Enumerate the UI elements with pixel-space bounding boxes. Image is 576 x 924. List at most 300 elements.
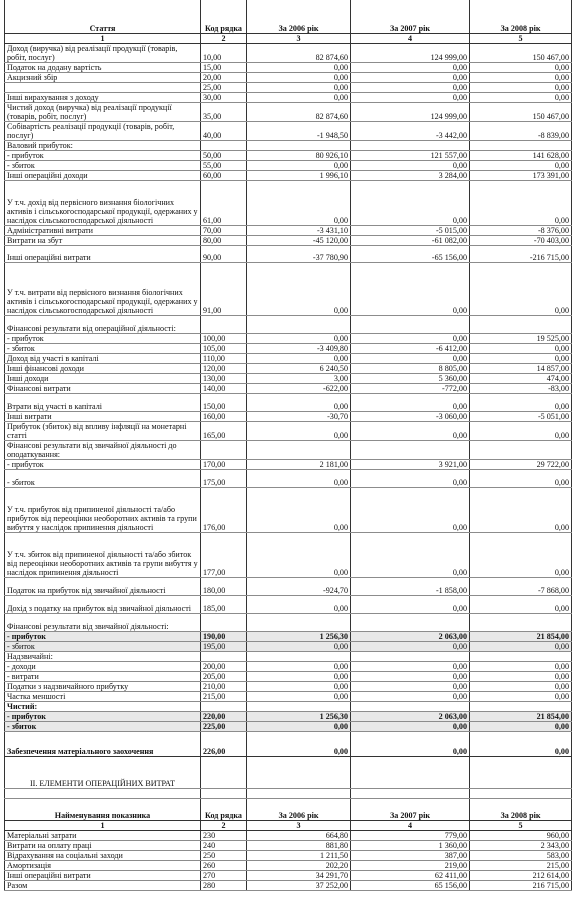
table-row — [5, 383, 572, 393]
row-label: Надзвичайні: — [5, 651, 201, 661]
table-row — [5, 840, 572, 850]
table-row — [5, 353, 572, 363]
row-code: 250 — [201, 850, 247, 860]
row-code: 105,00 — [201, 343, 247, 353]
row-code: 177,00 — [201, 532, 247, 577]
column-index: 5 — [470, 820, 572, 830]
value-2008: 0,00 — [470, 487, 572, 532]
value-2008: 215,00 — [470, 860, 572, 870]
value-2007: 0,00 — [351, 469, 470, 487]
value-2008: -5 051,00 — [470, 411, 572, 421]
value-2006: 0,00 — [247, 393, 351, 411]
value-2008: 2 343,00 — [470, 840, 572, 850]
table-row — [5, 577, 572, 595]
value-2006: 1 996,10 — [247, 170, 351, 180]
column-index: 5 — [470, 33, 572, 43]
value-2008: 0,00 — [470, 393, 572, 411]
row-code: 60,00 — [201, 170, 247, 180]
table-row — [5, 661, 572, 671]
column-index-row — [5, 820, 572, 830]
row-code: 280 — [201, 880, 247, 890]
value-2006: 0,00 — [247, 262, 351, 315]
row-code: 20,00 — [201, 72, 247, 82]
row-code: 50,00 — [201, 150, 247, 160]
value-2006: 0,00 — [247, 82, 351, 92]
row-label: Фінансові результати від операційної діяльності: — [5, 315, 201, 333]
column-index: 2 — [201, 33, 247, 43]
operating-expenses-table — [4, 799, 572, 891]
row-label: У т.ч. дохід від первісного визнання біологічних активів і сільськогосподарської продукції, одержаних у наслідок сільськогосподарської діяльності — [5, 180, 201, 225]
table-row — [5, 631, 572, 641]
value-2008 — [470, 613, 572, 631]
row-code: 176,00 — [201, 487, 247, 532]
row-code: 55,00 — [201, 160, 247, 170]
table-row — [5, 701, 572, 711]
value-2008: 0,00 — [470, 532, 572, 577]
table-row — [5, 121, 572, 140]
row-code — [201, 440, 247, 459]
col-header-indicator: Найменування показника — [5, 799, 201, 820]
value-2006: 6 240,50 — [247, 363, 351, 373]
row-label: Інші вирахування з доходу — [5, 92, 201, 102]
row-label: Фінансові результати від звичайної діяльності до оподаткування: — [5, 440, 201, 459]
row-code: 175,00 — [201, 469, 247, 487]
table-row — [5, 651, 572, 661]
row-label: Інші операційні витрати — [5, 245, 201, 262]
value-2008 — [470, 140, 572, 150]
value-2006: 0,00 — [247, 469, 351, 487]
col-header-2007: За 2007 рік — [351, 0, 470, 33]
value-2007: -3 060,00 — [351, 411, 470, 421]
row-code — [201, 701, 247, 711]
value-2006 — [247, 613, 351, 631]
income-statement-table — [4, 0, 572, 757]
table-row — [5, 731, 572, 756]
value-2006: 0,00 — [247, 721, 351, 731]
value-2006: 0,00 — [247, 92, 351, 102]
value-2006 — [247, 440, 351, 459]
value-2006: -45 120,00 — [247, 235, 351, 245]
table-row — [5, 711, 572, 721]
row-code: 10,00 — [201, 43, 247, 62]
value-2007: 8 805,00 — [351, 363, 470, 373]
value-2006: -924,70 — [247, 577, 351, 595]
row-code: 40,00 — [201, 121, 247, 140]
row-code: 110,00 — [201, 353, 247, 363]
row-code: 205,00 — [201, 671, 247, 681]
value-2006: 664,80 — [247, 830, 351, 840]
value-2006: 34 291,70 — [247, 870, 351, 880]
table-row — [5, 870, 572, 880]
value-2007: 0,00 — [351, 393, 470, 411]
value-2007 — [351, 651, 470, 661]
row-code: 80,00 — [201, 235, 247, 245]
row-label: Податок на прибуток від звичайної діяльності — [5, 577, 201, 595]
table-row — [5, 691, 572, 701]
table-row — [5, 43, 572, 62]
value-2007: -1 858,00 — [351, 577, 470, 595]
col-header-2008: За 2008 рік — [470, 0, 572, 33]
col-header-code: Код рядка — [201, 0, 247, 33]
value-2006: 82 874,60 — [247, 102, 351, 121]
row-label: Доход від участі в капіталі — [5, 353, 201, 363]
row-label: - збиток — [5, 721, 201, 731]
value-2006: 0,00 — [247, 641, 351, 651]
row-code: 35,00 — [201, 102, 247, 121]
value-2006: 202,20 — [247, 860, 351, 870]
value-2008: 19 525,00 — [470, 333, 572, 343]
value-2006: -37 780,90 — [247, 245, 351, 262]
column-index: 1 — [5, 33, 201, 43]
row-label: Інші фінансові доходи — [5, 363, 201, 373]
column-index: 4 — [351, 33, 470, 43]
value-2008: 0,00 — [470, 595, 572, 613]
value-2008 — [470, 651, 572, 661]
value-2008: 0,00 — [470, 731, 572, 756]
value-2006: 0,00 — [247, 532, 351, 577]
value-2007: 0,00 — [351, 532, 470, 577]
value-2008: 212 614,00 — [470, 870, 572, 880]
table-row — [5, 721, 572, 731]
row-label: - збиток — [5, 160, 201, 170]
value-2006: 82 874,60 — [247, 43, 351, 62]
value-2006: 0,00 — [247, 595, 351, 613]
row-label: Адміністративні витрати — [5, 225, 201, 235]
table-row — [5, 170, 572, 180]
value-2008: 0,00 — [470, 421, 572, 440]
value-2007: 0,00 — [351, 671, 470, 681]
table-row — [5, 82, 572, 92]
table-row — [5, 681, 572, 691]
table-row — [5, 92, 572, 102]
column-index: 3 — [247, 820, 351, 830]
table-row — [5, 830, 572, 840]
value-2008: -70 403,00 — [470, 235, 572, 245]
value-2007 — [351, 440, 470, 459]
table-row — [5, 860, 572, 870]
value-2008: 21 854,00 — [470, 711, 572, 721]
table-row — [5, 411, 572, 421]
value-2007: 779,00 — [351, 830, 470, 840]
value-2008 — [470, 701, 572, 711]
row-code: 260 — [201, 860, 247, 870]
value-2006: 0,00 — [247, 72, 351, 82]
value-2008: -83,00 — [470, 383, 572, 393]
row-code: 220,00 — [201, 711, 247, 721]
table-row — [5, 532, 572, 577]
row-label: Частка меншості — [5, 691, 201, 701]
value-2007: -6 412,00 — [351, 343, 470, 353]
col-header-2006: За 2006 рік — [247, 0, 351, 33]
value-2008: 21 854,00 — [470, 631, 572, 641]
value-2007: 2 063,00 — [351, 711, 470, 721]
row-code: 215,00 — [201, 691, 247, 701]
row-label: Інші витрати — [5, 411, 201, 421]
row-label: Доход (виручка) від реалізації продукції (товарів, робіт, послуг) — [5, 43, 201, 62]
table-row — [5, 469, 572, 487]
value-2006: 0,00 — [247, 487, 351, 532]
value-2008: -8 376,00 — [470, 225, 572, 235]
row-code: 140,00 — [201, 383, 247, 393]
value-2007: -61 082,00 — [351, 235, 470, 245]
row-code: 240 — [201, 840, 247, 850]
value-2006: 0,00 — [247, 333, 351, 343]
value-2008: -8 839,00 — [470, 121, 572, 140]
column-index-row — [5, 33, 572, 43]
value-2007: 65 156,00 — [351, 880, 470, 890]
row-code: 160,00 — [201, 411, 247, 421]
table-row — [5, 140, 572, 150]
value-2008: 0,00 — [470, 343, 572, 353]
row-label: Фінансові витрати — [5, 383, 201, 393]
value-2007: 3 921,00 — [351, 459, 470, 469]
value-2007: 0,00 — [351, 641, 470, 651]
value-2008: 0,00 — [470, 691, 572, 701]
row-label: У т.ч. витрати від первісного визнання біологічних активів і сільськогосподарської продукції, одержаних у наслідок сільськогосподарської діяльності — [5, 262, 201, 315]
row-label: - прибуток — [5, 150, 201, 160]
col-header-2007: За 2007 рік — [351, 799, 470, 820]
value-2006: 1 256,30 — [247, 631, 351, 641]
row-label: - збиток — [5, 343, 201, 353]
table-row — [5, 245, 572, 262]
row-label: Разом — [5, 880, 201, 890]
value-2007: 0,00 — [351, 661, 470, 671]
value-2008: 583,00 — [470, 850, 572, 860]
row-code — [201, 651, 247, 661]
column-index: 2 — [201, 820, 247, 830]
row-code — [201, 613, 247, 631]
value-2008: 0,00 — [470, 469, 572, 487]
table-row — [5, 373, 572, 383]
value-2006 — [247, 140, 351, 150]
value-2006: -3 409,80 — [247, 343, 351, 353]
table-row — [5, 595, 572, 613]
value-2006: 1 256,30 — [247, 711, 351, 721]
row-label: Податки з надзвичайного прибутку — [5, 681, 201, 691]
row-label: Витрати на оплату праці — [5, 840, 201, 850]
value-2006: 0,00 — [247, 62, 351, 72]
value-2007: 62 411,00 — [351, 870, 470, 880]
table-row — [5, 315, 572, 333]
value-2008: -216 715,00 — [470, 245, 572, 262]
table-row — [5, 102, 572, 121]
value-2007: 124 999,00 — [351, 43, 470, 62]
value-2007: 124 999,00 — [351, 102, 470, 121]
value-2007: 219,00 — [351, 860, 470, 870]
value-2008 — [470, 440, 572, 459]
row-label: Інші операційні доходи — [5, 170, 201, 180]
value-2007: -3 442,00 — [351, 121, 470, 140]
value-2006 — [247, 651, 351, 661]
row-code: 61,00 — [201, 180, 247, 225]
value-2006: -1 948,50 — [247, 121, 351, 140]
value-2008: 216 715,00 — [470, 880, 572, 890]
row-code: 165,00 — [201, 421, 247, 440]
operating-expenses-body — [5, 799, 572, 890]
row-label: - витрати — [5, 671, 201, 681]
table-row — [5, 343, 572, 353]
row-label: - прибуток — [5, 711, 201, 721]
table-row — [5, 363, 572, 373]
row-code: 130,00 — [201, 373, 247, 383]
row-label: Інші операційні витрати — [5, 870, 201, 880]
row-code — [201, 140, 247, 150]
row-label: Фінансові результати від звичайної діяльності: — [5, 613, 201, 631]
table-row — [5, 262, 572, 315]
value-2006: 2 181,00 — [247, 459, 351, 469]
value-2007: 1 360,00 — [351, 840, 470, 850]
row-label: Акцизний збір — [5, 72, 201, 82]
value-2007: -5 015,00 — [351, 225, 470, 235]
table-row — [5, 440, 572, 459]
value-2006: 0,00 — [247, 681, 351, 691]
table-header-row — [5, 799, 572, 820]
row-label: У т.ч. збиток від припиненої діяльності та/або збиток від переоцінки необоротних активів та групи вибуття у наслідок припинення діяльності — [5, 532, 201, 577]
row-label: - збиток — [5, 469, 201, 487]
row-code: 170,00 — [201, 459, 247, 469]
value-2008: 150 467,00 — [470, 102, 572, 121]
table-row — [5, 72, 572, 82]
col-header-item: Стаття — [5, 0, 201, 33]
value-2006: 0,00 — [247, 671, 351, 681]
row-label: - прибуток — [5, 333, 201, 343]
value-2007: 0,00 — [351, 333, 470, 343]
table-row — [5, 880, 572, 890]
row-label: Чистий: — [5, 701, 201, 711]
column-index: 1 — [5, 820, 201, 830]
row-label: Собівартість реалізації продукції (товарів, робіт, послуг) — [5, 121, 201, 140]
value-2008: 0,00 — [470, 641, 572, 651]
value-2008: 960,00 — [470, 830, 572, 840]
value-2006: 0,00 — [247, 160, 351, 170]
value-2008: 0,00 — [470, 262, 572, 315]
table-row — [5, 180, 572, 225]
col-header-2008: За 2008 рік — [470, 799, 572, 820]
value-2008: 0,00 — [470, 721, 572, 731]
row-label: Інші доходи — [5, 373, 201, 383]
value-2008: 14 857,00 — [470, 363, 572, 373]
row-label: Прибуток (збиток) від впливу інфляції на монетарні статті — [5, 421, 201, 440]
value-2006: 0,00 — [247, 180, 351, 225]
value-2007 — [351, 140, 470, 150]
table-row — [5, 235, 572, 245]
value-2007: 2 063,00 — [351, 631, 470, 641]
row-label: Чистий доход (виручка) від реалізації продукції (товарів, робіт, послуг) — [5, 102, 201, 121]
value-2007: 387,00 — [351, 850, 470, 860]
value-2007: 0,00 — [351, 92, 470, 102]
value-2008: 141 628,00 — [470, 150, 572, 160]
row-code: 185,00 — [201, 595, 247, 613]
row-code: 70,00 — [201, 225, 247, 235]
value-2007: 3 284,00 — [351, 170, 470, 180]
row-label: Забезпечення матеріального заохочення — [5, 731, 201, 756]
value-2008: 0,00 — [470, 671, 572, 681]
section-title-table — [4, 757, 572, 800]
row-label — [5, 82, 201, 92]
value-2006: 3,00 — [247, 373, 351, 383]
value-2008: 0,00 — [470, 353, 572, 363]
row-label: У т.ч. прибуток від припиненої діяльності та/або прибуток від переоцінки необоротних активів та групи вибуття у наслідок припинення діяльності — [5, 487, 201, 532]
value-2008: -7 868,00 — [470, 577, 572, 595]
table-row — [5, 421, 572, 440]
value-2007: 0,00 — [351, 180, 470, 225]
value-2006: 1 211,50 — [247, 850, 351, 860]
row-code: 180,00 — [201, 577, 247, 595]
value-2007: 0,00 — [351, 82, 470, 92]
value-2007 — [351, 315, 470, 333]
value-2007: 0,00 — [351, 731, 470, 756]
table-row — [5, 225, 572, 235]
spacer-row — [5, 789, 572, 799]
col-header-2006: За 2006 рік — [247, 799, 351, 820]
value-2007: 0,00 — [351, 595, 470, 613]
row-code: 25,00 — [201, 82, 247, 92]
row-code: 200,00 — [201, 661, 247, 671]
value-2007: 0,00 — [351, 681, 470, 691]
table-row — [5, 487, 572, 532]
table-row — [5, 850, 572, 860]
value-2007: 0,00 — [351, 72, 470, 82]
value-2006: 37 252,00 — [247, 880, 351, 890]
value-2007: 121 557,00 — [351, 150, 470, 160]
value-2006: -3 431,10 — [247, 225, 351, 235]
value-2008: 0,00 — [470, 82, 572, 92]
value-2008: 0,00 — [470, 72, 572, 82]
row-code — [201, 315, 247, 333]
value-2007: 0,00 — [351, 421, 470, 440]
row-label: Втрати від участі в капіталі — [5, 393, 201, 411]
table-row — [5, 62, 572, 72]
value-2007: 0,00 — [351, 721, 470, 731]
row-code: 226,00 — [201, 731, 247, 756]
row-code: 120,00 — [201, 363, 247, 373]
table-row — [5, 150, 572, 160]
row-code: 15,00 — [201, 62, 247, 72]
value-2006: -622,00 — [247, 383, 351, 393]
section-title-row — [5, 767, 572, 789]
value-2007: 0,00 — [351, 487, 470, 532]
value-2007: 0,00 — [351, 160, 470, 170]
value-2006: 0,00 — [247, 731, 351, 756]
value-2006: 881,80 — [247, 840, 351, 850]
value-2006 — [247, 701, 351, 711]
column-index: 3 — [247, 33, 351, 43]
value-2007: -65 156,00 — [351, 245, 470, 262]
row-code: 91,00 — [201, 262, 247, 315]
value-2007 — [351, 613, 470, 631]
row-label: - прибуток — [5, 459, 201, 469]
row-code: 225,00 — [201, 721, 247, 731]
value-2007: -772,00 — [351, 383, 470, 393]
value-2007: 0,00 — [351, 262, 470, 315]
value-2006: 0,00 — [247, 661, 351, 671]
table-row — [5, 641, 572, 651]
value-2007: 0,00 — [351, 62, 470, 72]
row-label: - доходи — [5, 661, 201, 671]
value-2007: 0,00 — [351, 353, 470, 363]
row-code: 195,00 — [201, 641, 247, 651]
value-2006: -30,70 — [247, 411, 351, 421]
row-label: Відрахування на соціальні заходи — [5, 850, 201, 860]
row-code: 270 — [201, 870, 247, 880]
row-label: Витрати на збут — [5, 235, 201, 245]
table-row — [5, 459, 572, 469]
value-2008: 474,00 — [470, 373, 572, 383]
value-2008: 0,00 — [470, 62, 572, 72]
value-2006: 0,00 — [247, 691, 351, 701]
section-title: II. ЕЛЕМЕНТИ ОПЕРАЦІЙНИХ ВИТРАТ — [5, 767, 201, 789]
column-index: 4 — [351, 820, 470, 830]
